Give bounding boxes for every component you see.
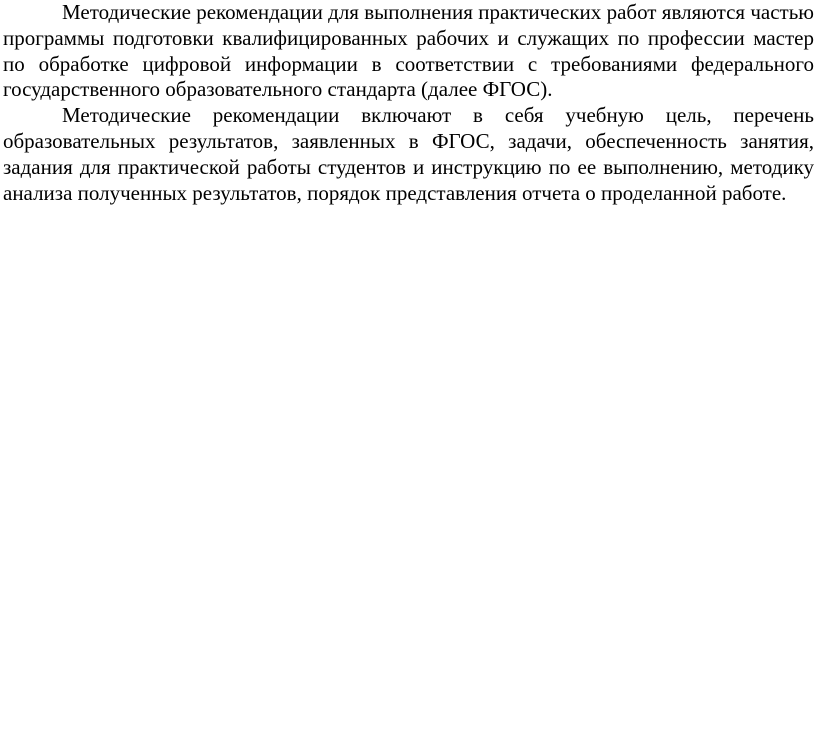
paragraph-purpose: Методические рекомендации для выполнения практических работ являются частью программы подготовки квалифицированных рабочих и служащих по профессии мастер по обработке цифровой информации в соответствии с требованиями федерального государственного образовательного стандарта (далее ФГОС). — [3, 0, 814, 102]
paragraph-contents: Методические рекомендации включают в себя учебную цель, перечень образовательных результатов, заявленных в ФГОС, задачи, обеспеченность занятия, задания для практической работы студентов и инструкцию по ее выполнению, методику анализа полученных результатов, порядок представления отчета о проделанной работе. — [3, 103, 814, 205]
document-page — [0, 0, 816, 206]
